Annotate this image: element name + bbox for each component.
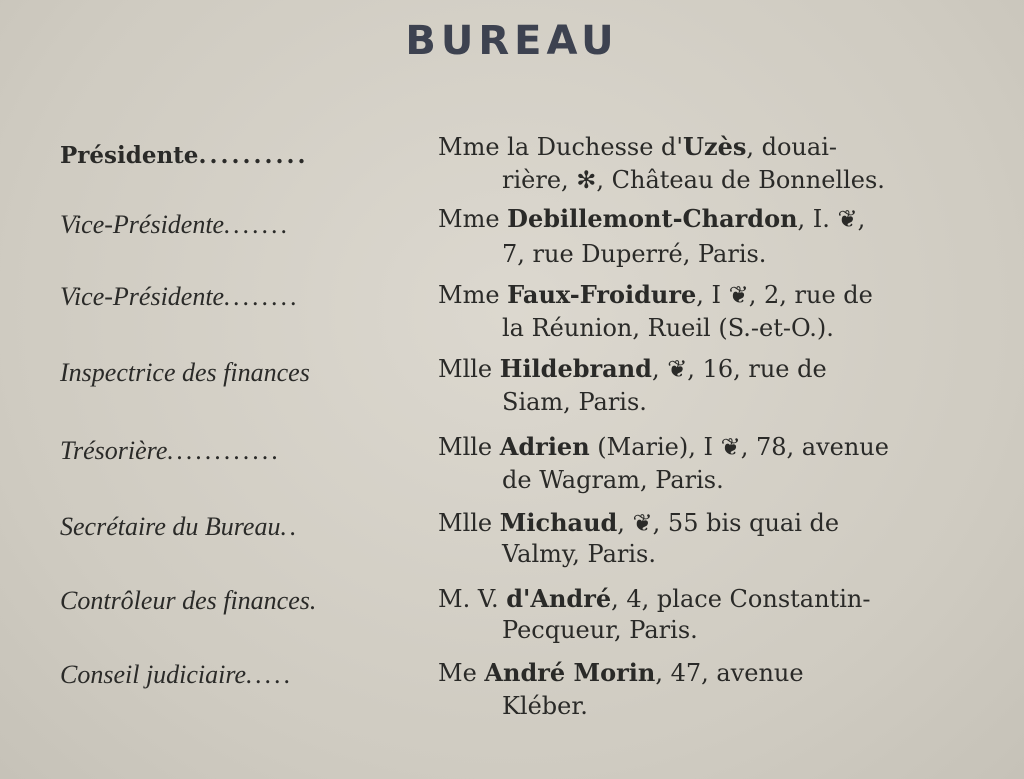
entry-name: Hildebrand — [499, 354, 652, 383]
entry-line-2: Siam, Paris. — [502, 388, 647, 416]
entry-line-2: Kléber. — [502, 692, 588, 720]
entry-line-2: rière, ✻, Château de Bonnelles. — [502, 166, 885, 194]
page-title: BUREAU — [405, 18, 619, 64]
entry-line-1 — [438, 132, 837, 161]
entry-name: André Morin — [484, 658, 656, 687]
entry-name: d'André — [506, 584, 612, 613]
entry-role — [60, 586, 420, 616]
entry-details: , 4, place Constantin- — [611, 585, 871, 613]
entry-name: Michaud — [499, 508, 618, 537]
role-label: Secrétaire du Bureau — [60, 512, 281, 541]
entry-honorific: M. V. — [438, 585, 507, 613]
leader-dots: ........ — [224, 282, 301, 311]
entry-role — [60, 142, 420, 169]
entry-name: Faux-Froidure — [507, 280, 697, 309]
entry-honorific: Mme la Duchesse d' — [438, 133, 684, 161]
leader-dots: ............ — [167, 436, 282, 465]
entry-line-1 — [438, 584, 870, 613]
entry-role — [60, 358, 420, 388]
role-label: Présidente — [60, 142, 199, 169]
entry-details: , douai- — [746, 133, 837, 161]
entry-honorific: Me — [438, 659, 485, 687]
role-label: Vice-Présidente — [60, 210, 225, 239]
entry-details: , I ❦, 2, rue de — [696, 281, 873, 309]
entry-honorific: Mlle — [438, 509, 500, 537]
entry-name: Debillemont-Chardon — [507, 204, 798, 233]
entry-name: Adrien — [499, 432, 590, 461]
leader-dots: . — [309, 586, 320, 615]
entry-line-1 — [438, 354, 827, 383]
entry-details: (Marie), I ❦, 78, avenue — [589, 433, 889, 461]
entry-line-1 — [438, 508, 839, 537]
entry-honorific: Mme — [438, 281, 508, 309]
role-label: Trésorière — [60, 436, 168, 465]
entry-line-1 — [438, 432, 889, 461]
entry-line-2: Pecqueur, Paris. — [502, 616, 698, 644]
leader-dots: ..... — [246, 660, 294, 689]
entry-line-1 — [438, 658, 804, 687]
leader-dots: ....... — [224, 210, 291, 239]
entry-details: , I. ❦, — [797, 205, 866, 233]
role-label: Contrôleur des finances — [60, 586, 310, 615]
entry-details: , 47, avenue — [655, 659, 804, 687]
entry-role — [60, 660, 420, 690]
entry-name: Uzès — [683, 132, 747, 161]
entry-role — [60, 512, 420, 542]
entry-line-2: la Réunion, Rueil (S.-et-O.). — [502, 314, 834, 342]
entry-details: , ❦, 55 bis quai de — [617, 509, 840, 537]
role-label: Vice-Présidente — [60, 282, 225, 311]
role-label: Inspectrice des finances — [60, 358, 310, 387]
leader-dots: .. — [280, 512, 300, 541]
entry-honorific: Mlle — [438, 433, 500, 461]
entry-line-1 — [438, 280, 873, 309]
entry-line-2: Valmy, Paris. — [502, 540, 656, 568]
entry-details: , ❦, 16, rue de — [651, 355, 827, 383]
entry-line-2: 7, rue Duperré, Paris. — [502, 240, 767, 268]
entry-role — [60, 436, 420, 466]
entry-line-2: de Wagram, Paris. — [502, 466, 724, 494]
leader-dots: .......... — [198, 142, 309, 169]
entry-role — [60, 282, 420, 312]
entry-line-1 — [438, 204, 865, 233]
role-label: Conseil judiciaire — [60, 660, 247, 689]
entry-role — [60, 210, 420, 240]
entry-honorific: Mlle — [438, 355, 500, 383]
entry-honorific: Mme — [438, 205, 508, 233]
